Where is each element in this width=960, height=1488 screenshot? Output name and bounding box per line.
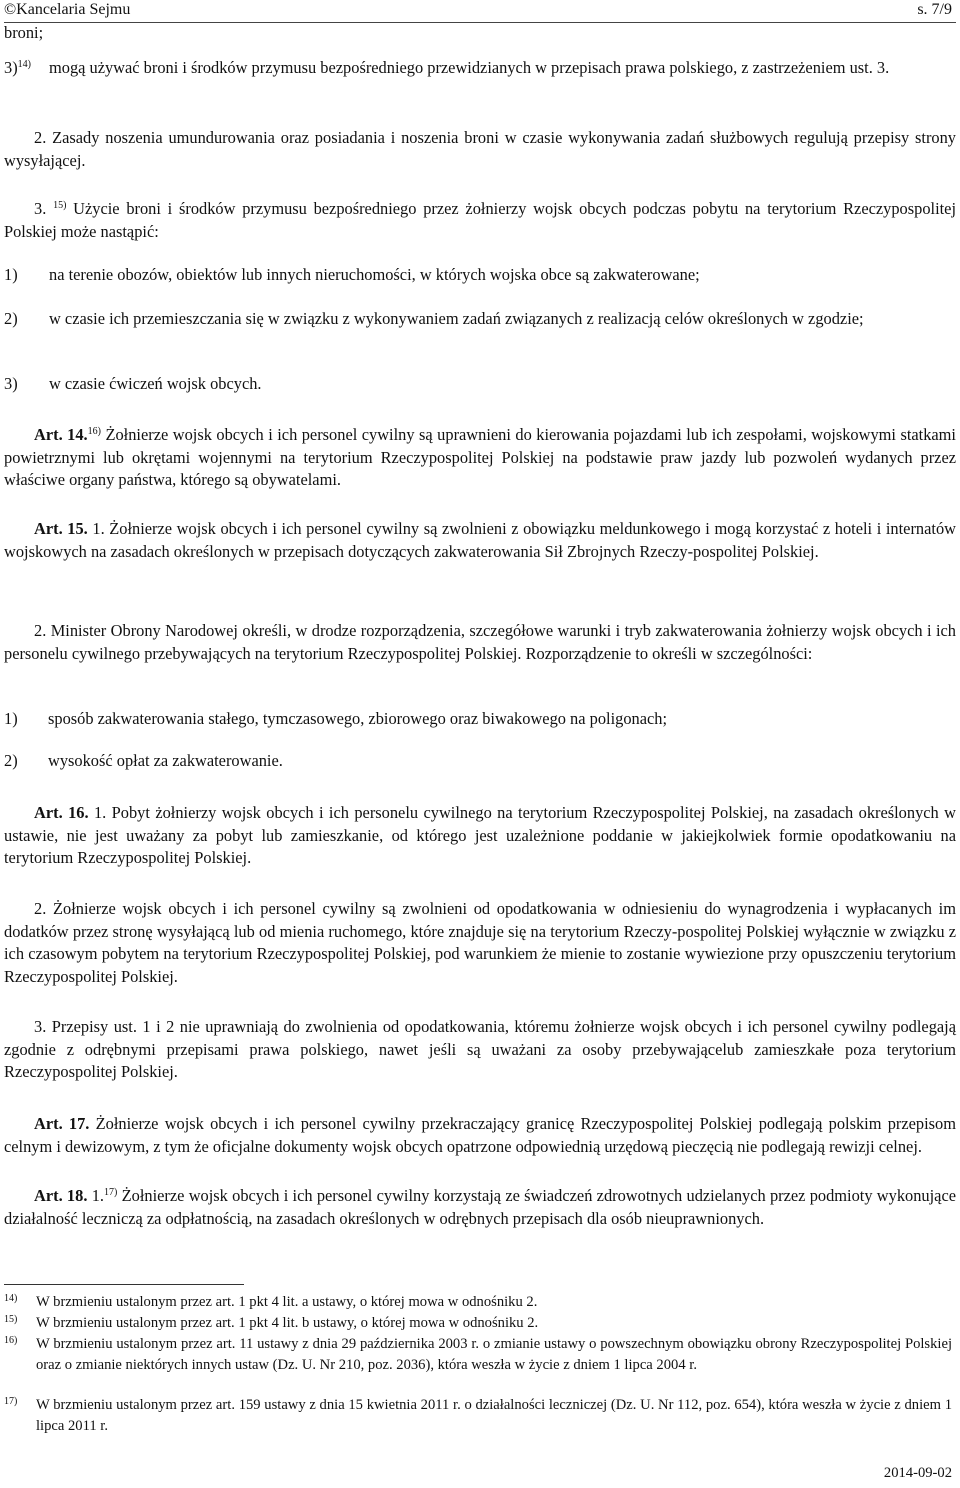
footnote-ref: 14) [17,59,31,70]
paragraph-lead: 1. [91,1186,105,1205]
list-number: 3) [4,374,18,393]
footnote-text: W brzmieniu ustalonym przez art. 1 pkt 4 lit. b ustawy, o której mowa w odnośniku 2. [36,1315,539,1331]
footnote-separator [4,1284,244,1285]
paragraph-text [4,802,956,870]
document-page [4,0,957,1481]
list-item [4,57,956,80]
paragraph-text: broni; [4,23,44,42]
paragraph-text: 2. Żołnierze wojsk obcych i ich personel cywilny są zwolnieni od opodatkowania w odniesieniu do wynagrodzenia i wypłacanych im dodatków przez stronę wysyłającą lub od mienia ruchomego, które znajduje się na terytorium Rzeczy-pospolitej Polskiej wyłącznie w związku z ich czasowym pobytem na terytorium Rzeczypospolitej Polskiej, pod warunkiem że mienie to zostanie wywiezione przy opuszczeniu terytorium Rzeczypospolitej Polskiej. [4,899,956,986]
article-16-paragraph-3 [4,1016,956,1084]
footnote-number: 17) [4,1396,18,1407]
footnote-number: 14) [4,1293,18,1304]
paragraph-text [4,1185,956,1230]
footnote-number: 16) [4,1335,18,1346]
list-text: na terenie obozów, obiektów lub innych nieruchomości, w których wojska obce są zakwaterowane; [49,265,700,284]
article-label: Art. 16. [34,803,89,822]
list-item [4,750,956,773]
paragraph-text: 2. Zasady noszenia umundurowania oraz posiadania i noszenia broni w czasie wykonywania zadań służbowych regulują przepisy strony wysyłającej. [4,128,956,170]
fragment-broni [4,22,956,45]
paragraph-text [4,518,956,563]
paragraph-body: Żołnierze wojsk obcych i ich personel cywilny są uprawnieni do kierowania pojazdami lub ich zespołami, wojskowymi statkami powietrznymi lub okrętami wojennymi na terytorium Rzeczypospolitej Polskiej na podstawie praw jazdy lub pozwoleń wydanych przez właściwe organy państwa, którego są obywatelami. [4,425,956,490]
footnote-ref: 15) [53,200,67,211]
footnote-ref: 17) [104,1187,118,1198]
list-item [4,308,956,331]
paragraph-text [4,1113,956,1158]
footnote-text: W brzmieniu ustalonym przez art. 1 pkt 4 lit. a ustawy, o której mowa w odnośniku 2. [36,1294,538,1310]
list-number: 1) [4,709,18,728]
article-15-paragraph-2 [4,620,956,665]
list-number-text: 3) [4,58,18,77]
footnote [4,1395,952,1436]
publisher-label: ©Kancelaria Sejmu [4,1,131,18]
list-number: 1) [4,265,18,284]
list-number: 2) [4,751,18,770]
paragraph-body: 1. Pobyt żołnierzy wojsk obcych i ich personelu cywilnego na terytorium Rzeczypospolitej Polskiej, na zasadach określonych w ustawie, nie jest uważany za pobyt lub zamieszkanie, od którego jest uzależnione poddanie w jakiejkolwiek formie opodatkowaniu na terytorium Rzeczypospolitej Polskiej. [4,803,956,868]
list-item [4,264,956,287]
page-header [4,0,956,23]
list-text: wysokość opłat za zakwaterowanie. [48,751,283,770]
list-text: sposób zakwaterowania stałego, tymczasowego, zbiorowego oraz biwakowego na poligonach; [48,709,668,728]
article-17 [4,1113,956,1158]
paragraph-body: Żołnierze wojsk obcych i ich personel cywilny korzystają ze świadczeń zdrowotnych udzielanych przez podmioty wykonujące działalność leczniczą za odpłatnością, na zasadach określonych w odrębnych przepisach dla osób nieuprawnionych. [4,1186,956,1228]
paragraph-text: 3. Przepisy ust. 1 i 2 nie uprawniają do zwolnienia od opodatkowania, któremu żołnierze wojsk obcych i ich personel cywilny podlegają zgodnie z odrębnymi przepisami prawa polskiego, nawet jeśli są uważani za osoby przebywającelub zamieszkałe poza terytorium Rzeczypospolitej Polskiej. [4,1017,956,1082]
article-label: Art. 17. [34,1114,90,1133]
paragraph-3 [4,198,956,243]
paragraph-body: Użycie broni i środków przymusu bezpośredniego przez żołnierzy wojsk obcych podczas pobytu na terytorium Rzeczypospolitej Polskiej może nastąpić: [4,199,957,241]
document-date: 2014-09-02 [883,1465,952,1481]
article-16-paragraph-2 [4,898,956,988]
footnote-ref: 16) [87,426,101,437]
footnote-text: W brzmieniu ustalonym przez art. 159 ustawy z dnia 15 kwietnia 2011 r. o działalności leczniczej (Dz. U. Nr 112, poz. 654), która weszła w życie z dniem 1 lipca 2011 r. [36,1397,952,1434]
footnote [4,1313,952,1334]
list-number [4,57,49,80]
article-15 [4,518,956,563]
list-text: w czasie ich przemieszczania się w związku z wykonywaniem zadań związanych z realizacją celów określonych w zgodzie; [49,309,864,328]
article-14 [4,424,956,492]
paragraph-text [4,424,956,492]
list-text: w czasie ćwiczeń wojsk obcych. [49,374,262,393]
paragraph-body: Żołnierze wojsk obcych i ich personel cywilny przekraczający granicę Rzeczypospolitej Polskiej podlegają polskim przepisom celnym i dewizowym, z tym że oficjalne dokumenty wojsk obcych opatrzone odpowiednią urzędową pieczęcią nie podlegają rewizji celnej. [4,1114,956,1156]
footnote [4,1292,952,1313]
article-label: Art. 18. [34,1186,88,1205]
paragraph-2 [4,127,956,172]
footnote-number: 15) [4,1314,18,1325]
paragraph-text [4,198,956,243]
paragraph-lead: 3. [34,199,47,218]
paragraph-text: 2. Minister Obrony Narodowej określi, w drodze rozporządzenia, szczegółowe warunki i tryb zakwaterowania żołnierzy wojsk obcych i ich personelu cywilnego przebywających na terytorium Rzeczypospolitej Polskiej. Rozporządzenie to określi w szczególności: [4,621,956,663]
footnote-text: W brzmieniu ustalonym przez art. 11 ustawy z dnia 29 października 2003 r. o zmianie ustawy o powszechnym obowiązku obrony Rzeczypospolitej Polskiej oraz o zmianie niektórych innych ustaw (Dz. U. Nr 210, poz. 2036), która weszła w życie z dniem 1 lipca 2004 r. [36,1336,952,1373]
article-label: Art. 14. [34,425,88,444]
paragraph-body: 1. Żołnierze wojsk obcych i ich personel cywilny są zwolnieni z obowiązku meldunkowego i mogą korzystać z hoteli i internatów wojskowych na zasadach określonych w przepisach dotyczących zakwaterowania Sił Zbrojnych Rzeczy-pospolitej Polskiej. [4,519,956,561]
page-number: s. 7/9 [917,1,952,18]
list-number: 2) [4,309,18,328]
list-item [4,373,956,396]
footnote [4,1334,952,1375]
article-18 [4,1185,956,1230]
list-item [4,708,956,731]
article-label: Art. 15. [34,519,88,538]
article-16 [4,802,956,870]
list-text: mogą używać broni i środków przymusu bezpośredniego przewidzianych w przepisach prawa polskiego, z zastrzeżeniem ust. 3. [49,58,890,77]
